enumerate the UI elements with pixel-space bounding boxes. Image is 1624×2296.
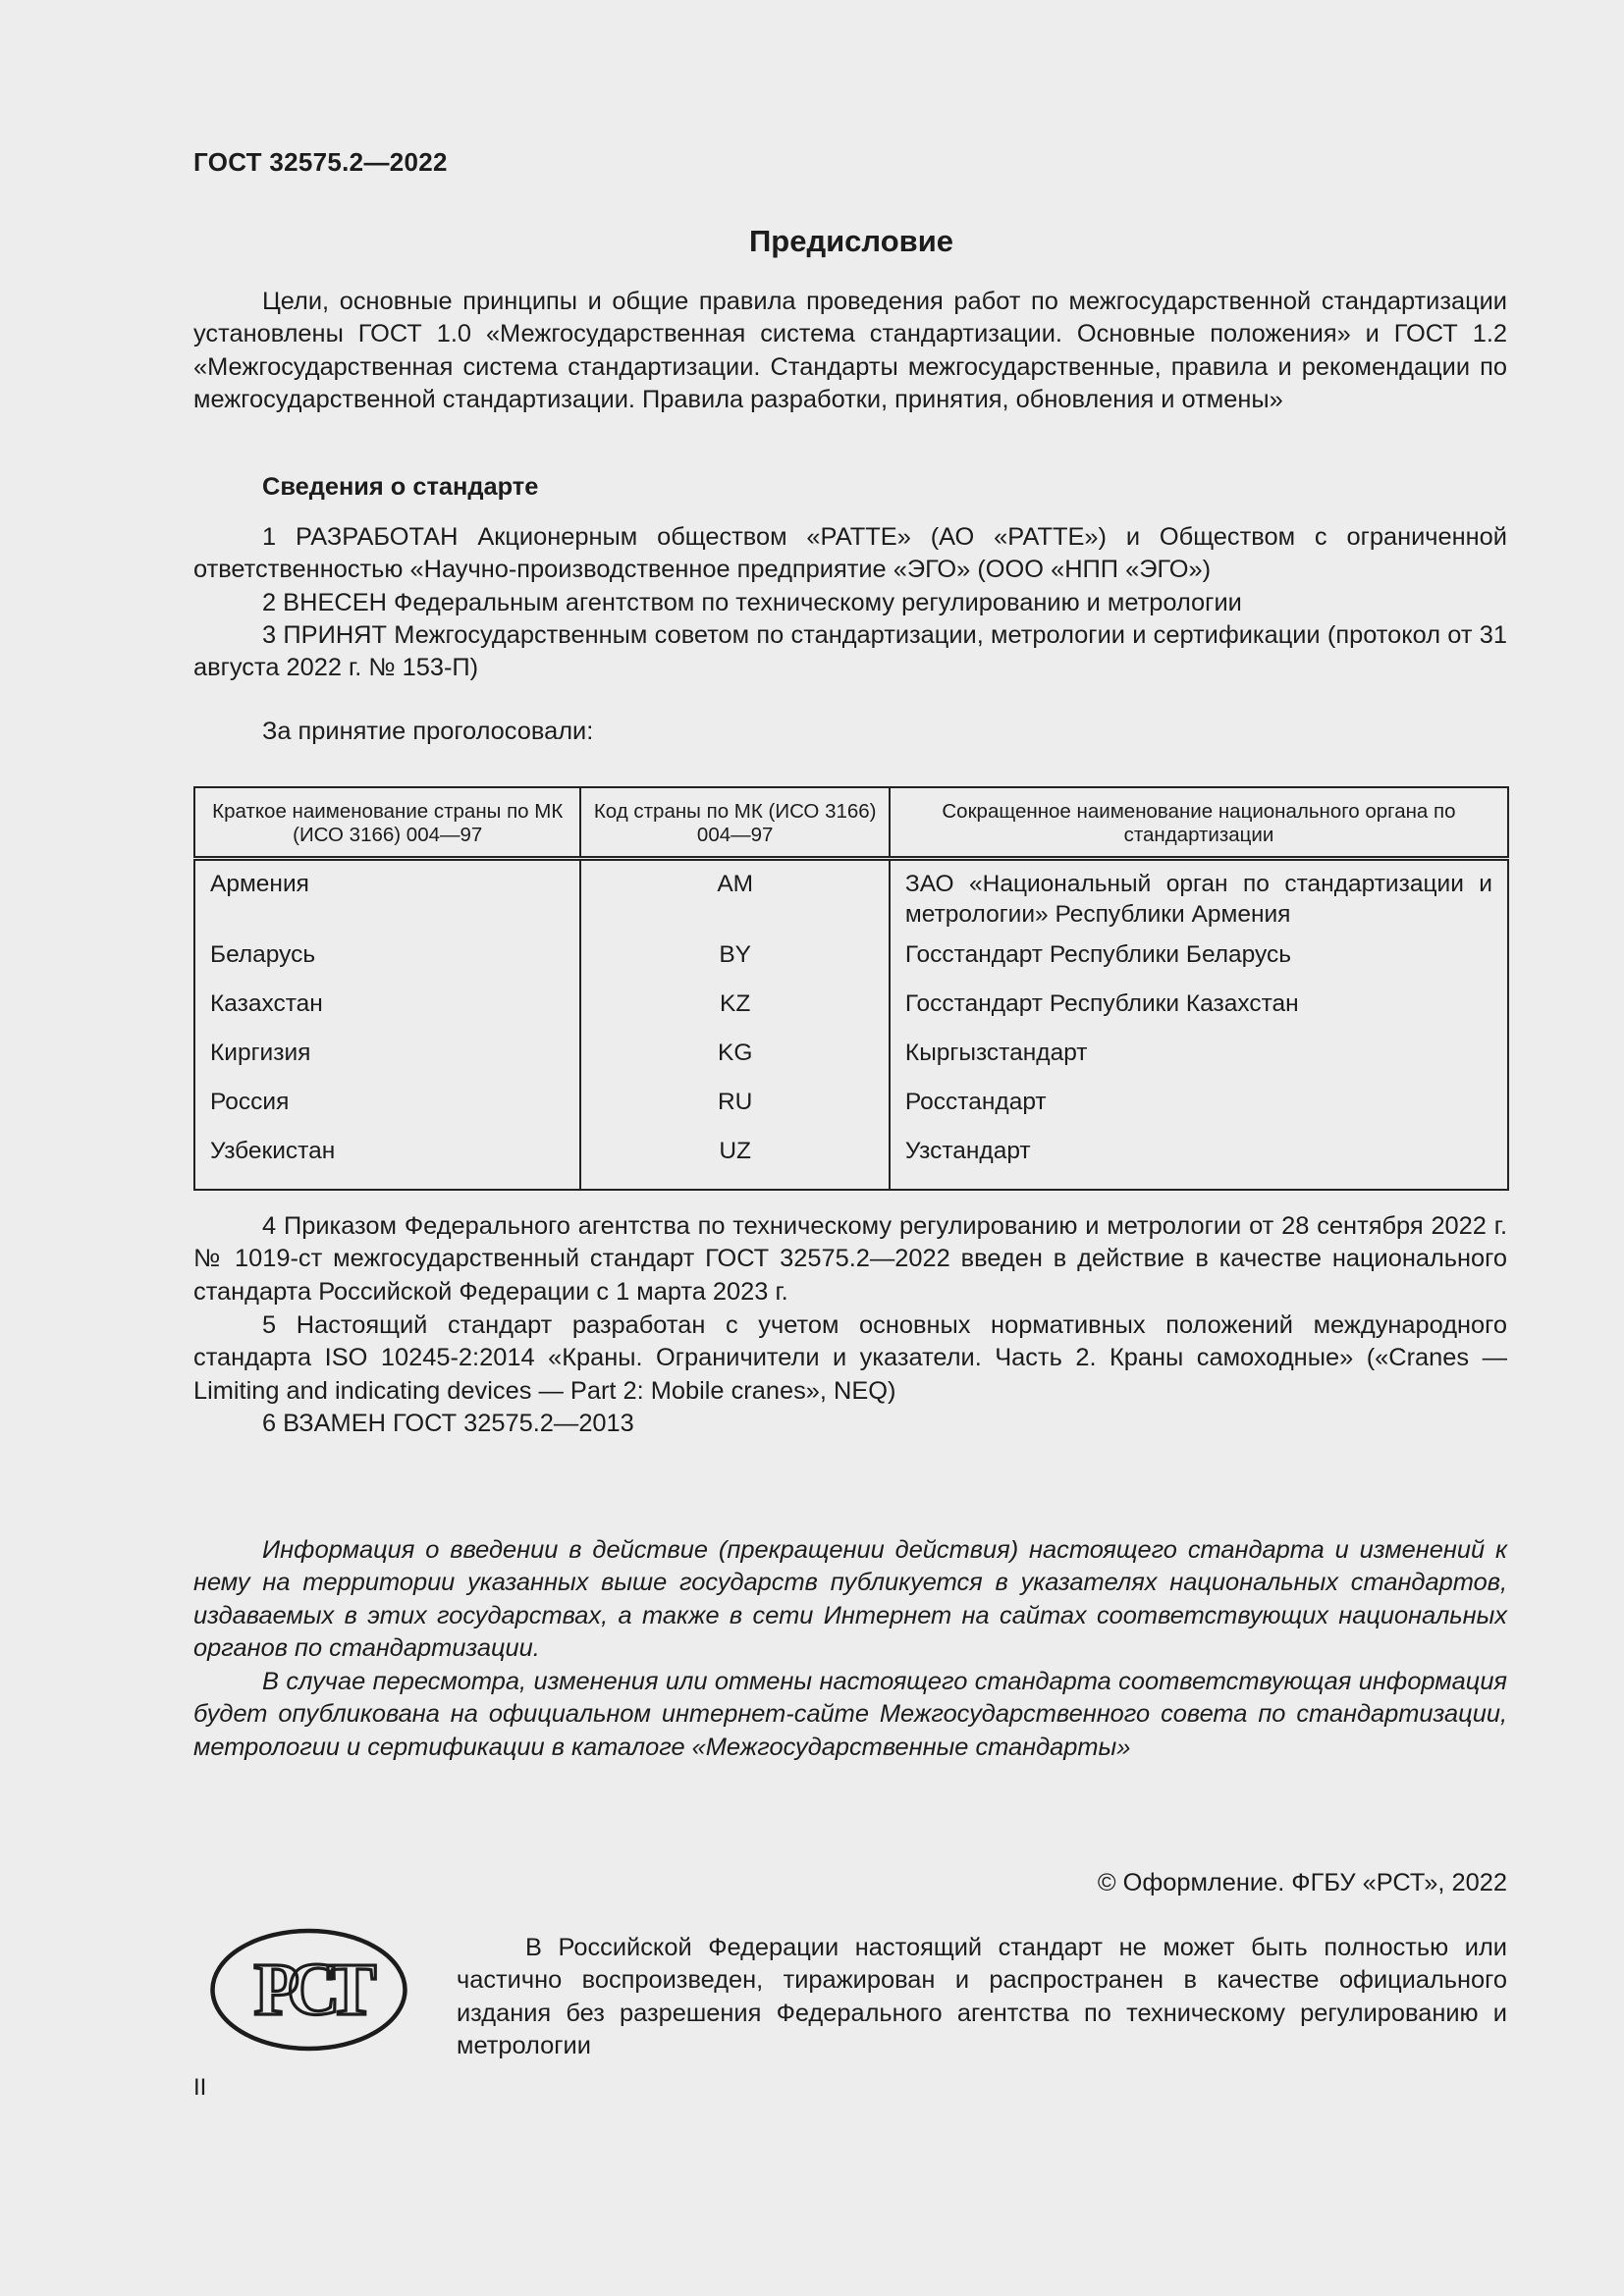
table-row (194, 1087, 1508, 1136)
copyright-line: © Оформление. ФГБУ «РСТ», 2022 (1097, 1869, 1507, 1896)
rst-certification-mark-icon (209, 1927, 408, 2053)
code-cell: KG (580, 1038, 889, 1087)
info-item-4: 4 Приказом Федерального агентства по техническому регулированию и метрологии от 28 сентября 2022 г. № 1019-ст межгосударственный стандарт ГОСТ 32575.2—2022 введен в действие в качестве национального стандарта Российской Федерации с 1 марта 2023 г. (193, 1212, 1507, 1306)
code-cell: AM (580, 859, 889, 940)
page-title: Предисловие (748, 224, 953, 258)
table-row (194, 859, 1508, 940)
header-national-body: Сокращенное наименование национального органа по стандартизации (890, 787, 1508, 859)
intro-paragraph: Цели, основные принципы и общие правила проведения работ по межгосударственной стандартизации установлены ГОСТ 1.0 «Межгосударственная система стандартизации. Основные положения» и ГОСТ 1.2 «Межгосударственная система стандартизации. Стандарты межгосударственные, правила и рекомендации по межгосударственной стандартизации. Правила разработки, принятия, обновления и отмены» (193, 288, 1507, 414)
header-country-code: Код страны по МК (ИСО 3166) 004—97 (580, 787, 889, 859)
info-item-6: 6 ВЗАМЕН ГОСТ 32575.2—2013 (262, 1410, 634, 1437)
info-item-2: 2 ВНЕСЕН Федеральным агентством по техническому регулированию и метрологии (262, 589, 1242, 616)
member-states-table (193, 786, 1509, 1191)
org-cell: Росстандарт (890, 1087, 1508, 1136)
table-row (194, 1038, 1508, 1087)
code-cell: RU (580, 1087, 889, 1136)
org-cell: Госстандарт Республики Казахстан (890, 988, 1508, 1038)
info-item-5: 5 Настоящий стандарт разработан с учетом основных нормативных положений международного стандарта ISO 10245-2:2014 «Краны. Ограничители и указатели. Часть 2. Краны самоходные» («Cranes — Limiting and indicating devices — Part 2: Mobile cranes», NEQ) (193, 1311, 1507, 1405)
code-cell: UZ (580, 1136, 889, 1190)
info-item-1: 1 РАЗРАБОТАН Акционерным обществом «РАТТЕ» (АО «РАТТЕ») и Обществом с ограниченной ответственностью «Научно-производственное предприятие «ЭГО» (ООО «НПП «ЭГО») (193, 523, 1507, 584)
country-cell: Беларусь (194, 939, 580, 988)
logo-text: РСТ (253, 1949, 363, 2031)
header-country-name: Краткое наименование страны по МК (ИСО 3166) 004—97 (194, 787, 580, 859)
notice-publication-info: Информация о введении в действие (прекращении действия) настоящего стандарта и изменений к нему на территории указанных выше государств публикуется в указателях национальных стандартов, издаваемых в этих государствах, а также в сети Интернет на сайтах соответствующих национальных органов по стандартизации. (193, 1536, 1507, 1663)
notice-revision-info: В случае пересмотра, изменения или отмены настоящего стандарта соответствующая информация будет опубликована на официальном интернет-сайте Межгосударственного совета по стандартизации, метрологии и сертификации в каталоге «Межгосударственные стандарты» (193, 1668, 1507, 1761)
standard-info-heading: Сведения о стандарте (262, 473, 539, 501)
vote-label: За принятие проголосовали: (262, 718, 594, 745)
org-cell: Узстандарт (890, 1136, 1508, 1190)
code-cell: BY (580, 939, 889, 988)
org-cell: ЗАО «Национальный орган по стандартизации и метрологии» Республики Армения (890, 859, 1508, 940)
country-cell: Киргизия (194, 1038, 580, 1087)
country-cell: Казахстан (194, 988, 580, 1038)
russian-federation-notice: В Российской Федерации настоящий стандарт не может быть полностью или частично воспроизведен, тиражирован и распространен в качестве официального издания без разрешения Федерального агентства по техническому регулированию и метрологии (457, 1934, 1507, 2060)
page-number: II (193, 2074, 207, 2101)
table-header-row (194, 787, 1508, 859)
country-cell: Россия (194, 1087, 580, 1136)
info-item-3: 3 ПРИНЯТ Межгосударственным советом по стандартизации, метрологии и сертификации (протокол от 31 августа 2022 г. № 153-П) (193, 621, 1507, 682)
org-cell: Кыргызстандарт (890, 1038, 1508, 1087)
org-cell: Госстандарт Республики Беларусь (890, 939, 1508, 988)
standard-code-header: ГОСТ 32575.2—2022 (193, 147, 448, 177)
code-cell: KZ (580, 988, 889, 1038)
table-row (194, 988, 1508, 1038)
country-cell: Узбекистан (194, 1136, 580, 1190)
table-row (194, 1136, 1508, 1190)
country-cell: Армения (194, 859, 580, 940)
table-row (194, 939, 1508, 988)
